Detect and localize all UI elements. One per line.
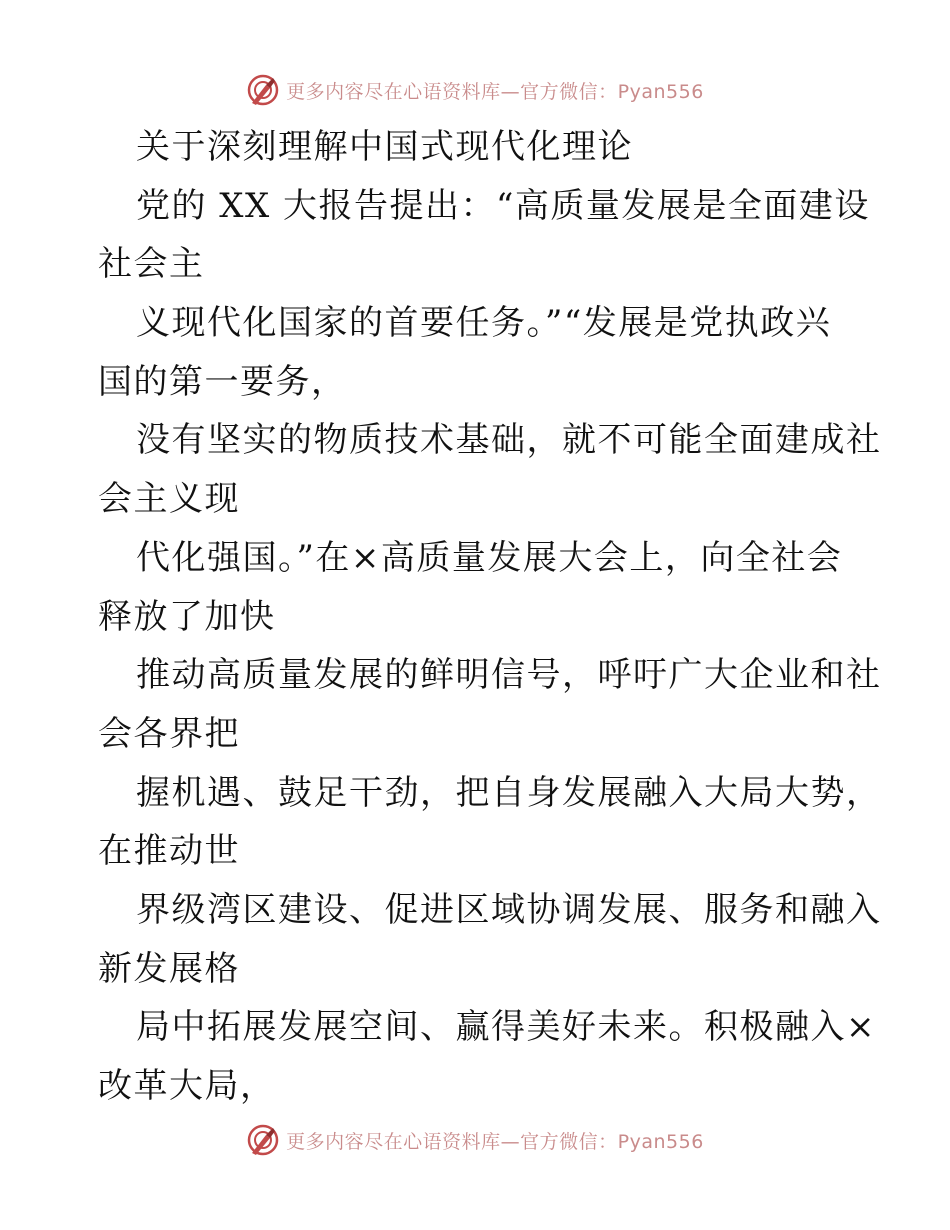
- text-line: 没有坚实的物质技术基础，就不可能全面建成社: [136, 420, 882, 461]
- text-line: 改革大局，: [98, 1066, 276, 1106]
- text-line: 代化强国。”在×高质量发展大会上，向全社会: [136, 537, 843, 578]
- text-line: 握机遇、鼓足干劲，把自身发展融入大局大势，: [136, 772, 882, 813]
- text-line: 会各界把: [98, 713, 240, 754]
- text-line: 新发展格: [98, 948, 240, 989]
- text-line: 义现代化国家的首要任务。”“发展是党执政兴: [136, 303, 832, 344]
- watermark-text: 更多内容尽在心语资料库—官方微信：Pyan556: [286, 80, 704, 103]
- text-line: 界级湾区建设、促进区域协调发展、服务和融入: [136, 889, 882, 930]
- text-line: 社会主: [98, 244, 205, 285]
- document-body: [98, 118, 882, 1116]
- footer-watermark: [0, 1120, 950, 1160]
- text-line: 国的第一要务，: [98, 361, 347, 402]
- text-line: 在推动世: [98, 831, 240, 872]
- pen-logo-icon: [246, 73, 280, 107]
- text-line: 推动高质量发展的鲜明信号，呼吁广大企业和社: [136, 655, 882, 696]
- pen-logo-icon: [246, 1123, 280, 1157]
- text-line: 会主义现: [98, 479, 240, 520]
- text-line: 局中拓展发展空间、赢得美好未来。积极融入×: [136, 1007, 876, 1048]
- text-line: 党的 XX 大报告提出：“高质量发展是全面建设: [136, 185, 870, 226]
- header-watermark: [0, 70, 950, 110]
- text-line: 关于深刻理解中国式现代化理论: [136, 127, 633, 167]
- watermark-text: 更多内容尽在心语资料库—官方微信：Pyan556: [286, 1130, 704, 1153]
- text-line: 释放了加快: [98, 596, 276, 637]
